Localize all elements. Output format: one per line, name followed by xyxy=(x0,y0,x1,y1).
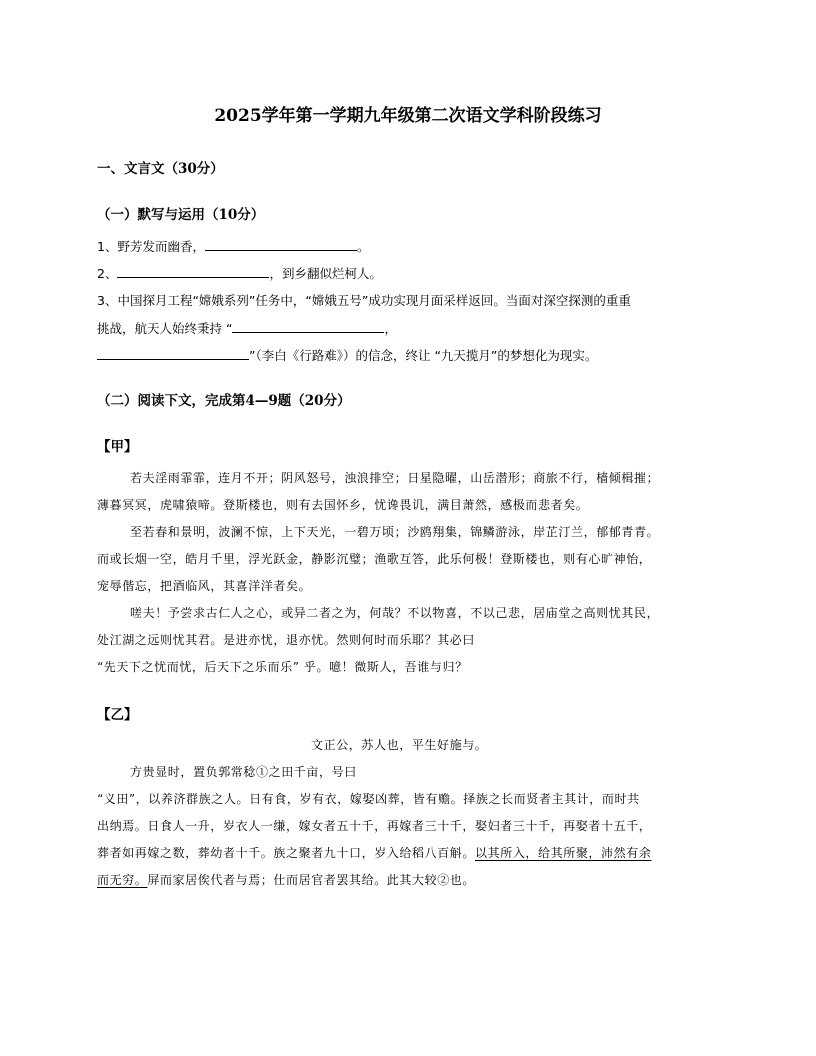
question-3-line-2 xyxy=(97,319,397,337)
passage-jia-line: 嗟夫！予尝求古仁人之心，或异二者之为，何哉？不以物喜，不以己悲，居庙堂之高则忧其民， xyxy=(130,606,660,620)
page-title: 2025学年第一学期九年级第二次语文学科阶段练习 xyxy=(214,106,602,126)
passage-jia-line: 宠辱偕忘，把酒临风，其喜洋洋者矣。 xyxy=(97,579,312,593)
question-1-end: 。 xyxy=(356,239,370,254)
question-1 xyxy=(97,237,369,255)
passage-yi-line xyxy=(97,871,475,888)
question-3-prompt: 挑战，航天人始终秉持 “ xyxy=(97,321,233,336)
passage-yi-line xyxy=(97,844,651,861)
underlined-sentence: 以其所入，给其所聚，沛然有余 xyxy=(475,846,652,860)
answer-blank-3a[interactable] xyxy=(232,319,384,333)
passage-jia-line: 若夫淫雨霏霏，连月不开；阴风怒号，浊浪排空；日星隐曜，山岳潜形；商旅不行，樯倾楫摧； xyxy=(130,471,660,485)
question-3-ending: ”（李白《行路难》）的信念，终让 “九天揽月”的梦想化为现实。 xyxy=(249,348,598,363)
passage-jia-line: 至若春和景明，波澜不惊，上下天光，一碧万顷；沙鸥翔集，锦鳞游泳，岸芷汀兰，郁郁青青。 xyxy=(130,525,660,539)
passage-yi-line: 文正公，苏人也，平生好施与。 xyxy=(311,738,488,752)
passage-jia-line: 而或长烟一空，皓月千里，浮光跃金，静影沉璧；渔歌互答，此乐何极！登斯楼也，则有心旷神怡， xyxy=(97,552,652,566)
answer-blank-1[interactable] xyxy=(205,237,357,251)
question-2-prompt: ，到乡翻似烂柯人。 xyxy=(269,266,382,281)
part-heading-dictation: （一）默写与运用（10分） xyxy=(97,207,265,223)
passage-yi-text: 葬者如再嫁之数，葬幼者十千。族之聚者九十口，岁入给稻八百斛。 xyxy=(97,846,476,860)
answer-blank-3b[interactable] xyxy=(97,346,249,360)
passage-yi-label: 【乙】 xyxy=(97,707,138,723)
section-heading-classical-chinese: 一、文言文（30分） xyxy=(97,161,224,177)
passage-yi-text: 屏而家居俟代者与焉；仕而居官者罢其给。此其大较②也。 xyxy=(147,873,476,887)
question-1-prompt: 1、野芳发而幽香， xyxy=(97,239,205,254)
passage-yi-line: 出纳焉。日食人一升，岁衣人一缣，嫁女者五十千，再嫁者三十千，娶妇者三十千，再娶者十五千， xyxy=(97,819,652,833)
part-heading-reading: （二）阅读下文，完成第4—9题（20分） xyxy=(97,393,351,409)
question-2-number: 2、 xyxy=(97,266,118,281)
underlined-sentence: 而无穷。 xyxy=(97,873,148,887)
question-2 xyxy=(97,264,382,282)
question-3-line-3 xyxy=(97,346,597,364)
passage-jia-line: “先天下之忧而忧，后天下之乐而乐” 乎。噫！微斯人，吾谁与归？ xyxy=(97,660,468,674)
passage-yi-line: 方贵显时，置负郭常稔①之田千亩，号曰 xyxy=(130,765,357,779)
passage-yi-line: “义田”，以养济群族之人。日有食，岁有衣，嫁娶凶葬，皆有赡。择族之长而贤者主其计，而时共 xyxy=(97,792,640,806)
passage-jia-line: 处江湖之远则忧其君。是进亦忧，退亦忧。然则何时而乐耶？其必曰 xyxy=(97,633,476,647)
passage-jia-line: 薄暮冥冥，虎啸猿啼。登斯楼也，则有去国怀乡，忧谗畏讥，满目萧然，感极而悲者矣。 xyxy=(97,498,589,512)
question-3-comma: ， xyxy=(384,321,397,336)
question-3-line-1: 3、中国探月工程“嫦娥系列”任务中，“嫦娥五号”成功实现月面采样返回。当面对深空探测的重重 xyxy=(97,293,631,308)
passage-jia-label: 【甲】 xyxy=(97,439,138,455)
answer-blank-2[interactable] xyxy=(117,264,269,278)
